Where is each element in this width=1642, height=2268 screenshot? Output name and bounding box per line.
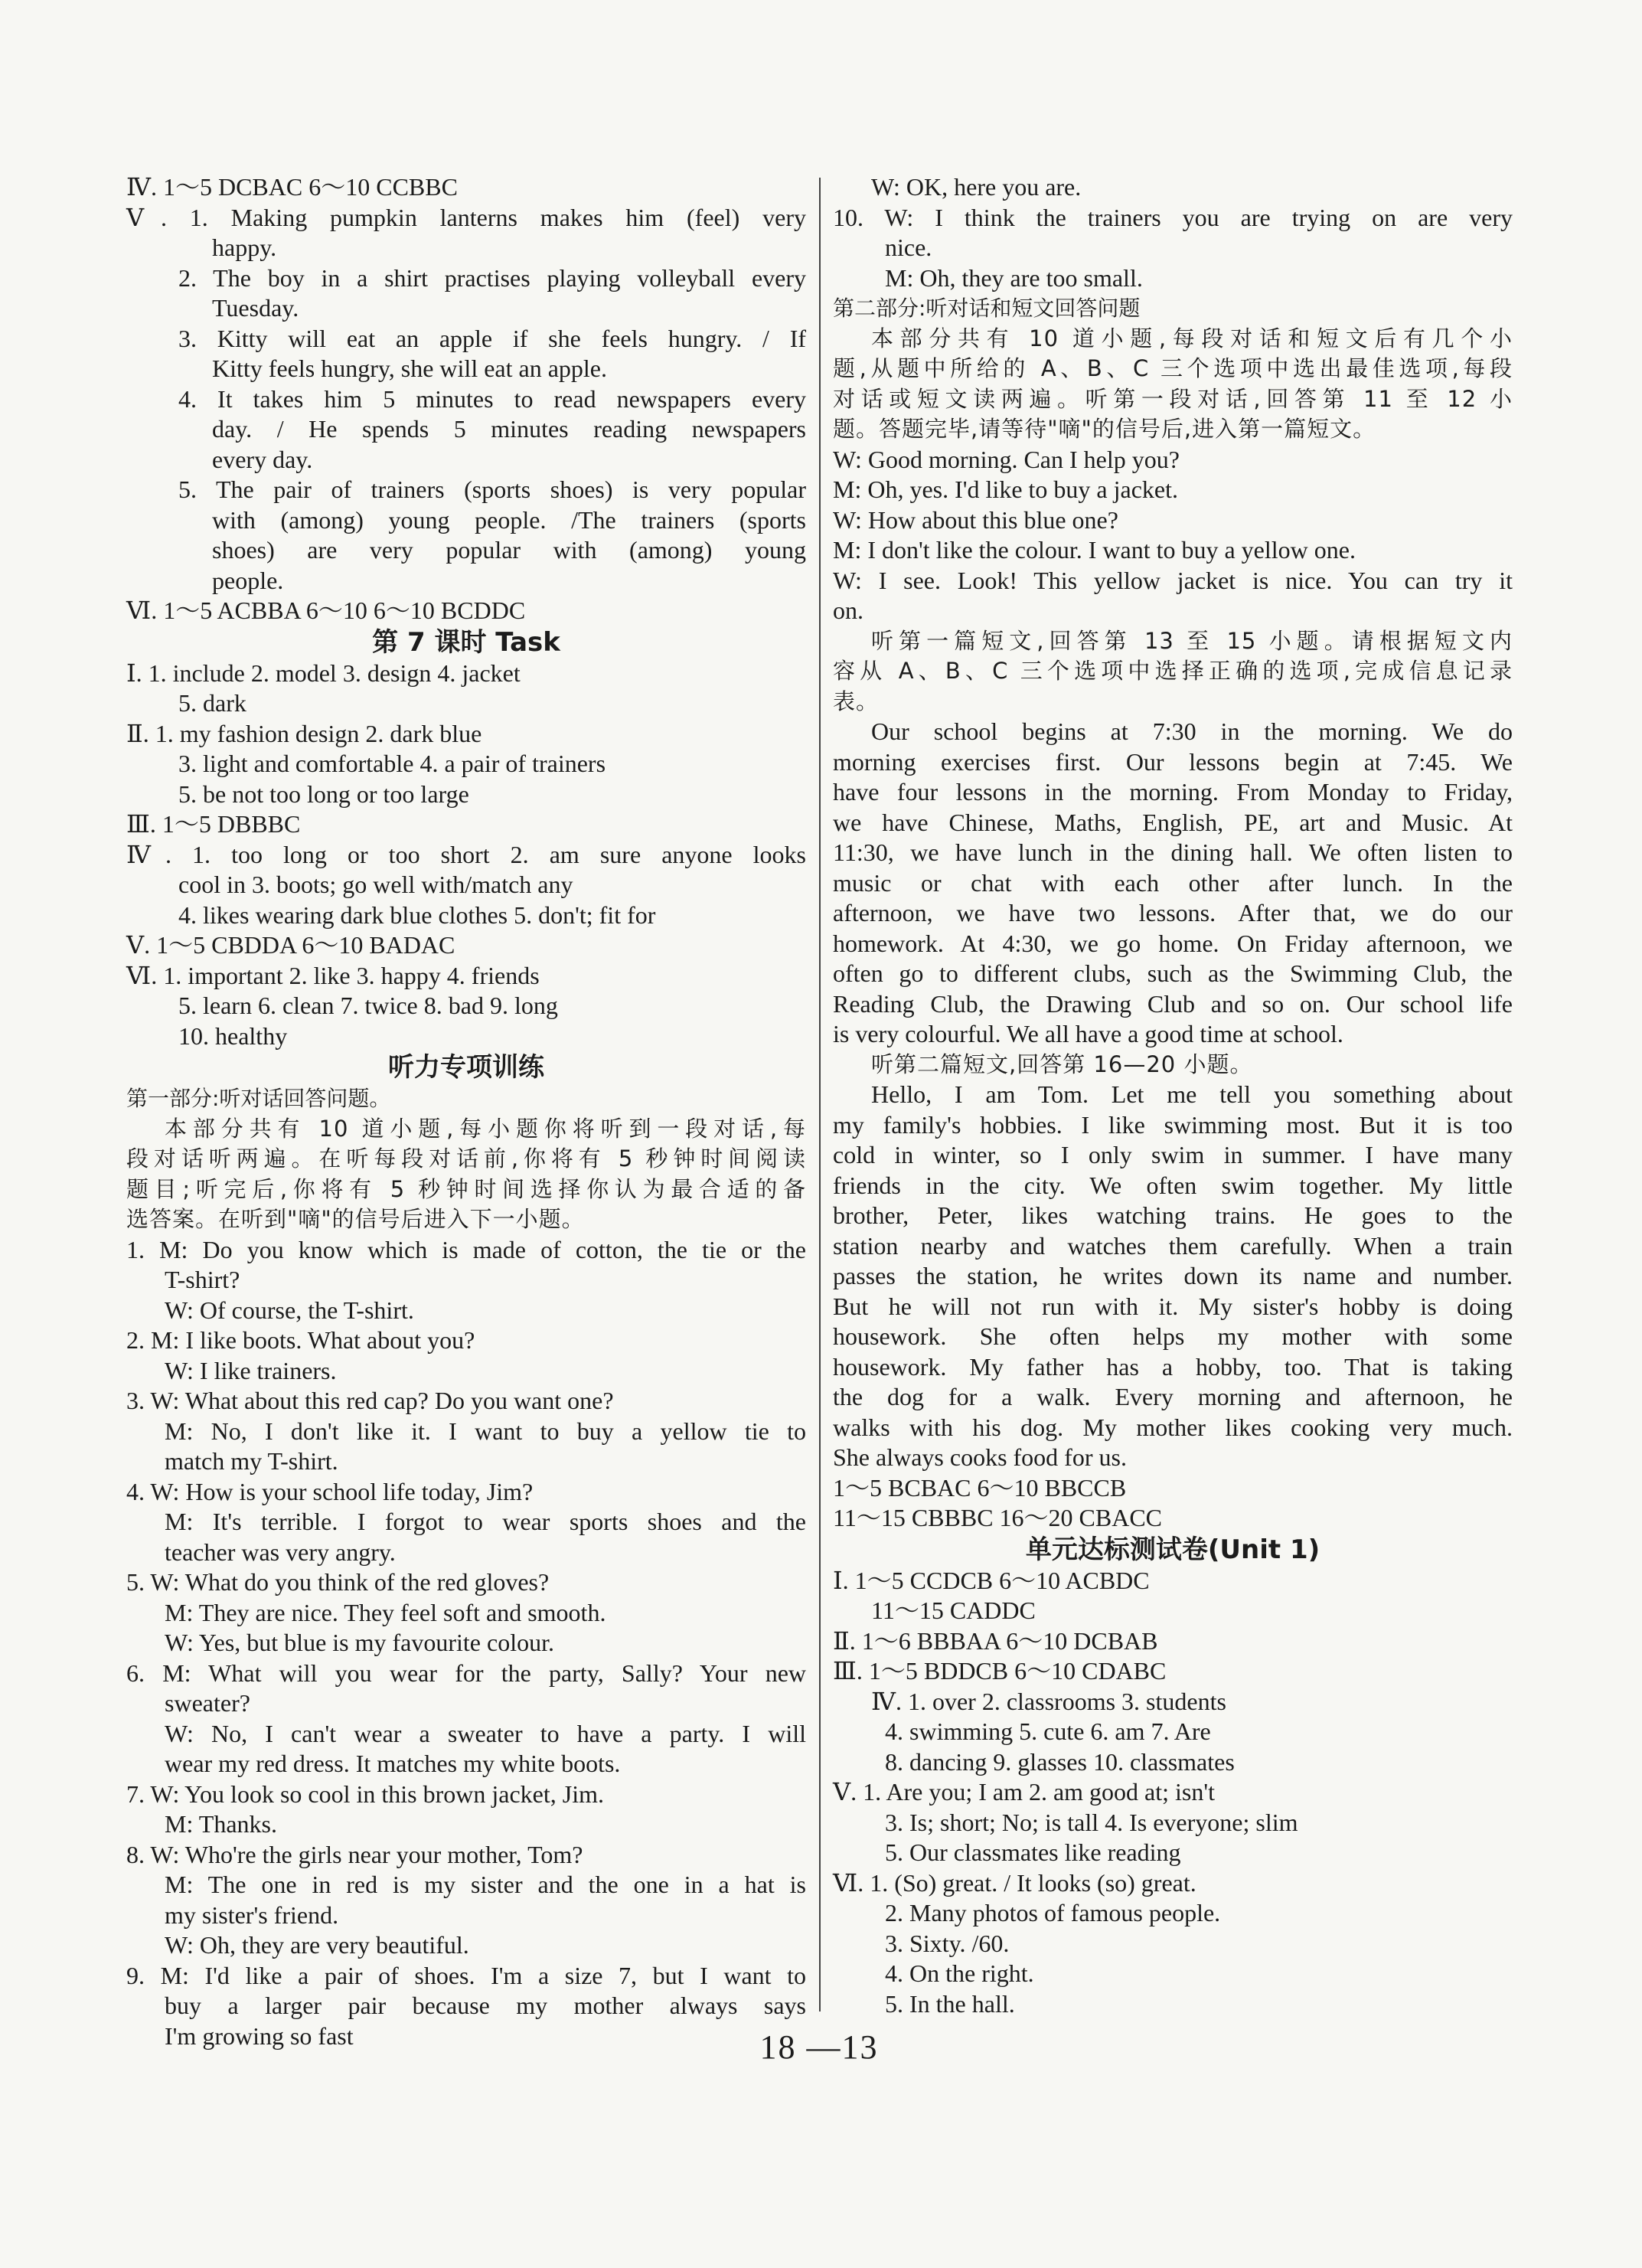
right-line: often go to different clubs, such as the Swimming Club, the [833, 959, 1513, 987]
left-line: 听力专项训练 [388, 1052, 544, 1083]
left-line: buy a larger pair because my mother always says [165, 1992, 806, 2019]
right-line: afternoon, we have two lessons. After that, we do our [833, 899, 1513, 926]
left-column [126, 172, 806, 2051]
right-line: 题,从题中所给的 A、B、C 三个选项中选出最佳选项,每段 [833, 355, 1513, 381]
left-line: Ⅴ. 1. Making pumpkin lanterns makes him (feel) very [126, 203, 806, 231]
right-line: walks with his dog. My mother likes cooking very much. [833, 1413, 1513, 1441]
right-line: W: OK, here you are. [871, 173, 1082, 201]
right-line: passes the station, he writes down its name and number. [833, 1262, 1513, 1289]
right-line: 4. On the right. [885, 1959, 1034, 1987]
right-line: is very colourful. We all have a good time at school. [833, 1020, 1343, 1047]
right-column [833, 172, 1513, 2019]
right-line: on. [833, 596, 863, 624]
left-line: 5. learn 6. clean 7. twice 8. bad 9. long [178, 992, 558, 1019]
left-line: my sister's friend. [165, 1900, 339, 1929]
right-line: we have Chinese, Maths, English, PE, art and Music. At [833, 808, 1513, 836]
right-line: W: How about this blue one? [833, 505, 1118, 534]
right-line: 5. Our classmates like reading [885, 1838, 1181, 1866]
right-line: 听第二篇短文,回答第 16—20 小题。 [871, 1051, 1253, 1077]
left-line: I'm growing so fast [165, 2021, 354, 2050]
left-line: 4. W: How is your school life today, Jim? [126, 1477, 534, 1505]
right-line: 11:30, we have lunch in the dining hall. We often listen to [833, 838, 1513, 866]
left-line: 3. Kitty will eat an apple if she feels hungry. / If [178, 324, 806, 352]
left-line: 3. light and comfortable 4. a pair of trainers [178, 750, 606, 777]
left-line: every day. [212, 445, 313, 473]
right-line: 单元达标测试卷(Unit 1) [1025, 1534, 1320, 1565]
right-line: Ⅰ. 1～5 CCDCB 6～10 ACBDC [833, 1566, 1150, 1594]
left-line: Ⅵ. 1. important 2. like 3. happy 4. friends [126, 961, 540, 989]
left-line: 2. M: I like boots. What about you? [126, 1326, 475, 1354]
right-line: 3. Sixty. /60. [885, 1929, 1010, 1957]
right-line: W: I see. Look! This yellow jacket is nice. You can try it [833, 566, 1513, 594]
left-line: Ⅱ. 1. my fashion design 2. dark blue [126, 719, 482, 747]
right-line: 10. W: I think the trainers you are trying on are very [833, 203, 1513, 231]
right-line: housework. My father has a hobby, too. That is taking [833, 1352, 1513, 1381]
left-line: Tuesday. [212, 294, 299, 322]
right-line: 1～5 BCBAC 6～10 BBCCB [833, 1473, 1127, 1502]
page-number: 18 —13 [759, 2028, 879, 2066]
left-line: match my T-shirt. [165, 1447, 338, 1475]
right-line: homework. At 4:30, we go home. On Friday afternoon, we [833, 929, 1513, 957]
right-line: cold in winter, so I only swim in summer. I have many [833, 1141, 1513, 1168]
left-line: Ⅳ. 1～5 DCBAC 6～10 CCBBC [126, 173, 458, 201]
right-line: Our school begins at 7:30 in the morning. We do [871, 717, 1513, 745]
left-line: 4. likes wearing dark blue clothes 5. don't; fit for [178, 900, 656, 929]
right-line: 11～15 CBBBC 16～20 CBACC [833, 1504, 1163, 1531]
left-line: 9. M: I'd like a pair of shoes. I'm a size 7, but I want to [126, 1961, 806, 1989]
right-line: 题。答题完毕,请等待"嘀"的信号后,进入第一篇短文。 [833, 416, 1376, 442]
right-line: But he will not run with it. My sister's hobby is doing [833, 1292, 1513, 1320]
right-line: Ⅳ. 1. over 2. classrooms 3. students [871, 1687, 1226, 1715]
left-line: happy. [212, 234, 277, 261]
right-line: 8. dancing 9. glasses 10. classmates [885, 1747, 1235, 1776]
left-line: 3. W: What about this red cap? Do you want one? [126, 1387, 614, 1414]
left-line: 第一部分:听对话回答问题。 [126, 1086, 391, 1111]
left-line: people. [212, 566, 284, 594]
right-line: my family's hobbies. I like swimming most. But it is too [833, 1110, 1513, 1139]
right-line: 容从 A、B、C 三个选项中选择正确的选项,完成信息记录 [833, 658, 1513, 684]
left-line: M: Thanks. [165, 1810, 277, 1838]
left-line: Ⅳ. 1. too long or too short 2. am sure anyone looks [126, 840, 806, 868]
left-line: 1. M: Do you know which is made of cotton, the tie or the [126, 1235, 806, 1263]
right-line: W: Good morning. Can I help you? [833, 445, 1180, 473]
left-line: Ⅴ. 1～5 CBDDA 6～10 BADAC [126, 931, 455, 959]
right-line: M: Oh, yes. I'd like to buy a jacket. [833, 475, 1178, 503]
left-line: 本部分共有 10 道小题,每小题你将听到一段对话,每 [165, 1115, 806, 1142]
right-line: Ⅱ. 1～6 BBBAA 6～10 DCBAB [833, 1626, 1158, 1655]
left-line: 7. W: You look so cool in this brown jacket, Jim. [126, 1779, 604, 1808]
left-line: Ⅰ. 1. include 2. model 3. design 4. jacket [126, 659, 521, 687]
right-line: 表。 [833, 688, 880, 714]
left-line: M: No, I don't like it. I want to buy a yellow tie to [165, 1417, 806, 1445]
left-line: W: I like trainers. [165, 1356, 337, 1384]
right-line: Ⅴ. 1. Are you; I am 2. am good at; isn't [833, 1778, 1216, 1806]
right-line: Reading Club, the Drawing Club and so on. Our school life [833, 989, 1513, 1018]
left-line: 5. The pair of trainers (sports shoes) is very popular [178, 475, 806, 503]
left-line: teacher was very angry. [165, 1538, 396, 1566]
right-line: 听第一篇短文,回答第 13 至 15 小题。请根据短文内 [871, 627, 1513, 654]
right-line: nice. [885, 234, 932, 261]
right-line: 11～15 CADDC [871, 1596, 1036, 1624]
left-line: Ⅵ. 1～5 ACBBA 6～10 6～10 BCDDC [126, 596, 526, 624]
right-line: the dog for a walk. Every morning and afternoon, he [833, 1383, 1513, 1410]
right-line: 本部分共有 10 道小题,每段对话和短文后有几个小 [871, 325, 1513, 351]
right-line: M: Oh, they are too small. [885, 263, 1143, 292]
left-line: M: The one in red is my sister and the one in a hat is [165, 1871, 806, 1898]
left-line: Ⅲ. 1～5 DBBBC [126, 810, 301, 838]
left-line: shoes) are very popular with (among) young [212, 536, 806, 564]
right-line: 5. In the hall. [885, 1989, 1015, 2018]
left-line: W: Oh, they are very beautiful. [165, 1931, 469, 1959]
left-line: sweater? [165, 1689, 250, 1717]
right-line: housework. She often helps my mother with some [833, 1322, 1513, 1350]
left-line: 2. The boy in a shirt practises playing volleyball every [178, 263, 806, 292]
left-line: 第 7 课时 Task [372, 626, 560, 658]
left-line: cool in 3. boots; go well with/match any [178, 871, 573, 898]
left-line: W: Of course, the T-shirt. [165, 1296, 414, 1324]
right-line: 3. Is; short; No; is tall 4. Is everyone; slim [885, 1808, 1298, 1836]
left-line: 5. dark [178, 689, 246, 717]
left-line: M: They are nice. They feel soft and smooth. [165, 1598, 606, 1626]
right-line: station nearby and watches them carefully. When a train [833, 1231, 1513, 1260]
left-line: 5. W: What do you think of the red gloves? [126, 1568, 550, 1596]
left-line: W: No, I can't wear a sweater to have a party. I will [165, 1719, 806, 1747]
right-line: morning exercises first. Our lessons begin at 7:45. We [833, 747, 1513, 776]
left-line: M: It's terrible. I forgot to wear sports shoes and the [165, 1508, 806, 1535]
left-line: day. / He spends 5 minutes reading newspapers [212, 415, 806, 443]
right-line: M: I don't like the colour. I want to buy a yellow one. [833, 536, 1356, 564]
right-line: 4. swimming 5. cute 6. am 7. Are [885, 1717, 1211, 1745]
left-line: wear my red dress. It matches my white boots. [165, 1750, 621, 1777]
left-line: 10. healthy [178, 1021, 288, 1050]
left-line: 8. W: Who're the girls near your mother, Tom? [126, 1840, 583, 1868]
right-line: friends in the city. We often swim together. My little [833, 1171, 1513, 1199]
left-line: 题目;听完后,你将有 5 秒钟时间选择你认为最合适的备 [126, 1175, 806, 1202]
right-line: 第二部分:听对话和短文回答问题 [833, 296, 1141, 321]
left-line: 4. It takes him 5 minutes to read newspapers every [178, 384, 806, 413]
right-line: 对话或短文读两遍。听第一段对话,回答第 11 至 12 小 [833, 385, 1513, 412]
right-line: brother, Peter, likes watching trains. He goes to the [833, 1201, 1513, 1229]
left-line: with (among) young people. /The trainers (sports [212, 505, 806, 534]
left-line: Kitty feels hungry, she will eat an apple. [212, 355, 607, 382]
left-line: 段对话听两遍。在听每段对话前,你将有 5 秒钟时间阅读 [126, 1145, 806, 1172]
left-line: 6. M: What will you wear for the party, Sally? Your new [126, 1659, 806, 1687]
right-line: Hello, I am Tom. Let me tell you something about [871, 1080, 1513, 1108]
right-line: have four lessons in the morning. From Monday to Friday, [833, 778, 1513, 806]
right-line: music or chat with each other after lunch. In the [833, 868, 1513, 897]
right-line: 2. Many photos of famous people. [885, 1899, 1221, 1926]
right-line: Ⅵ. 1. (So) great. / It looks (so) great. [833, 1868, 1196, 1897]
left-line: 选答案。在听到"嘀"的信号后进入下一小题。 [126, 1206, 585, 1232]
left-line: W: Yes, but blue is my favourite colour. [165, 1629, 554, 1656]
right-line: Ⅲ. 1～5 BDDCB 6～10 CDABC [833, 1657, 1167, 1685]
left-line: 5. be not too long or too large [178, 779, 469, 808]
right-line: She always cooks food for us. [833, 1443, 1127, 1471]
left-line: T-shirt? [165, 1266, 240, 1293]
column-divider [819, 178, 821, 2011]
